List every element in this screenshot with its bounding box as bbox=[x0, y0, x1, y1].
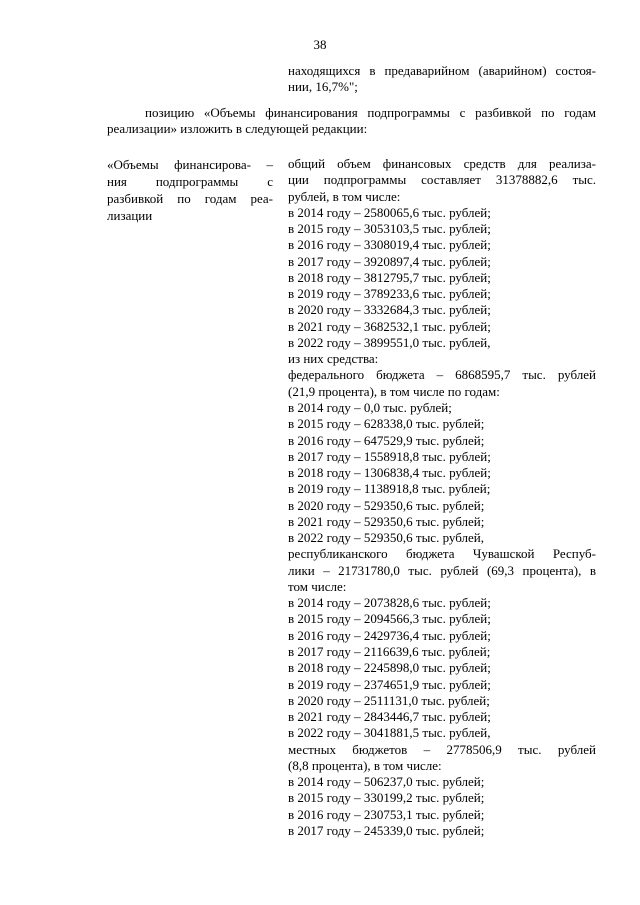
funding-year-line: в 2021 году – 529350,6 тыс. рублей; bbox=[288, 513, 485, 529]
lead-text-line: находящихся в предаварийном (аварийном) состоя- bbox=[288, 63, 596, 78]
funding-year-line: в 2020 году – 3332684,3 тыс. рублей; bbox=[288, 302, 491, 318]
funding-year-line: в 2020 году – 2511131,0 тыс. рублей; bbox=[288, 692, 490, 708]
federal-budget-line: (21,9 процента), в том числе по годам: bbox=[288, 383, 500, 399]
funding-line: общий объем финансовых средств для реализа- bbox=[288, 156, 596, 171]
republican-budget-line: том числе: bbox=[288, 578, 347, 594]
funding-year-line: в 2015 году – 628338,0 тыс. рублей; bbox=[288, 416, 485, 432]
funding-year-line: в 2016 году – 230753,1 тыс. рублей; bbox=[288, 806, 485, 822]
funding-line: рублей, в том числе: bbox=[288, 188, 401, 204]
funding-year-line: в 2016 году – 647529,9 тыс. рублей; bbox=[288, 432, 485, 448]
funding-year-line: в 2016 году – 2429736,4 тыс. рублей; bbox=[288, 627, 491, 643]
funding-year-line: в 2018 году – 1306838,4 тыс. рублей; bbox=[288, 465, 491, 481]
intro-line: реализации» изложить в следующей редакции: bbox=[107, 121, 368, 136]
lead-text-fragment bbox=[288, 63, 596, 95]
funding-year-line: в 2022 году – 3899551,0 тыс. рублей, bbox=[288, 334, 491, 350]
federal-budget-line: федерального бюджета – 6868595,7 тыс. рублей bbox=[288, 367, 596, 383]
funding-year-line: в 2017 году – 245339,0 тыс. рублей; bbox=[288, 822, 485, 838]
funding-year-line: в 2017 году – 2116639,6 тыс. рублей; bbox=[288, 643, 491, 659]
funding-year-line: в 2022 году – 529350,6 тыс. рублей, bbox=[288, 530, 484, 546]
funding-year-line: в 2018 году – 2245898,0 тыс. рублей; bbox=[288, 660, 491, 676]
position-title-line: лизации bbox=[107, 208, 153, 223]
local-budget-line: (8,8 процента), в том числе: bbox=[288, 757, 442, 773]
funding-line: ции подпрограммы составляет 31378882,6 тыс. bbox=[288, 172, 596, 188]
republican-budget-line: республиканского бюджета Чувашской Респуб- bbox=[288, 546, 596, 562]
funding-year-line: в 2019 году – 1138918,8 тыс. рублей; bbox=[288, 481, 491, 497]
page-number: 38 bbox=[313, 37, 327, 52]
funding-year-line: в 2016 году – 3308019,4 тыс. рублей; bbox=[288, 237, 491, 253]
position-title-line: «Объемы финансирова- – bbox=[107, 157, 273, 172]
funding-year-line: в 2018 году – 3812795,7 тыс. рублей; bbox=[288, 269, 491, 285]
position-title-line: разбивкой по годам реа- bbox=[107, 191, 273, 206]
intro-paragraph bbox=[107, 105, 596, 137]
funding-year-line: в 2014 году – 2580065,6 тыс. рублей; bbox=[288, 204, 491, 220]
local-budget-line: местных бюджетов – 2778506,9 тыс. рублей bbox=[288, 741, 596, 757]
funding-year-line: в 2014 году – 2073828,6 тыс. рублей; bbox=[288, 595, 491, 611]
position-title-column bbox=[107, 156, 273, 224]
funding-year-line: в 2014 году – 506237,0 тыс. рублей; bbox=[288, 774, 485, 790]
position-title-line: ния подпрограммы с bbox=[107, 174, 273, 189]
funding-details-column bbox=[288, 156, 596, 839]
funding-year-line: в 2019 году – 3789233,6 тыс. рублей; bbox=[288, 286, 491, 302]
funding-year-line: в 2015 году – 2094566,3 тыс. рублей; bbox=[288, 611, 491, 627]
funding-year-line: в 2022 году – 3041881,5 тыс. рублей, bbox=[288, 725, 491, 741]
funding-year-line: в 2020 году – 529350,6 тыс. рублей; bbox=[288, 497, 485, 513]
funding-year-line: в 2015 году – 330199,2 тыс. рублей; bbox=[288, 790, 485, 806]
funding-year-line: в 2021 году – 2843446,7 тыс. рублей; bbox=[288, 709, 491, 725]
funding-year-line: в 2017 году – 1558918,8 тыс. рублей; bbox=[288, 448, 491, 464]
funding-year-line: в 2019 году – 2374651,9 тыс. рублей; bbox=[288, 676, 491, 692]
republican-budget-line: лики – 21731780,0 тыс. рублей (69,3 процента), в bbox=[288, 562, 596, 578]
funding-year-line: в 2014 году – 0,0 тыс. рублей; bbox=[288, 399, 452, 415]
funding-line: из них средства: bbox=[288, 351, 379, 367]
intro-line: позицию «Объемы финансирования подпрограммы с разбивкой по годам bbox=[145, 105, 596, 120]
funding-year-line: в 2017 году – 3920897,4 тыс. рублей; bbox=[288, 253, 491, 269]
lead-text-line: нии, 16,7%"; bbox=[288, 79, 358, 94]
funding-year-line: в 2021 году – 3682532,1 тыс. рублей; bbox=[288, 318, 491, 334]
funding-year-line: в 2015 году – 3053103,5 тыс. рублей; bbox=[288, 221, 491, 237]
